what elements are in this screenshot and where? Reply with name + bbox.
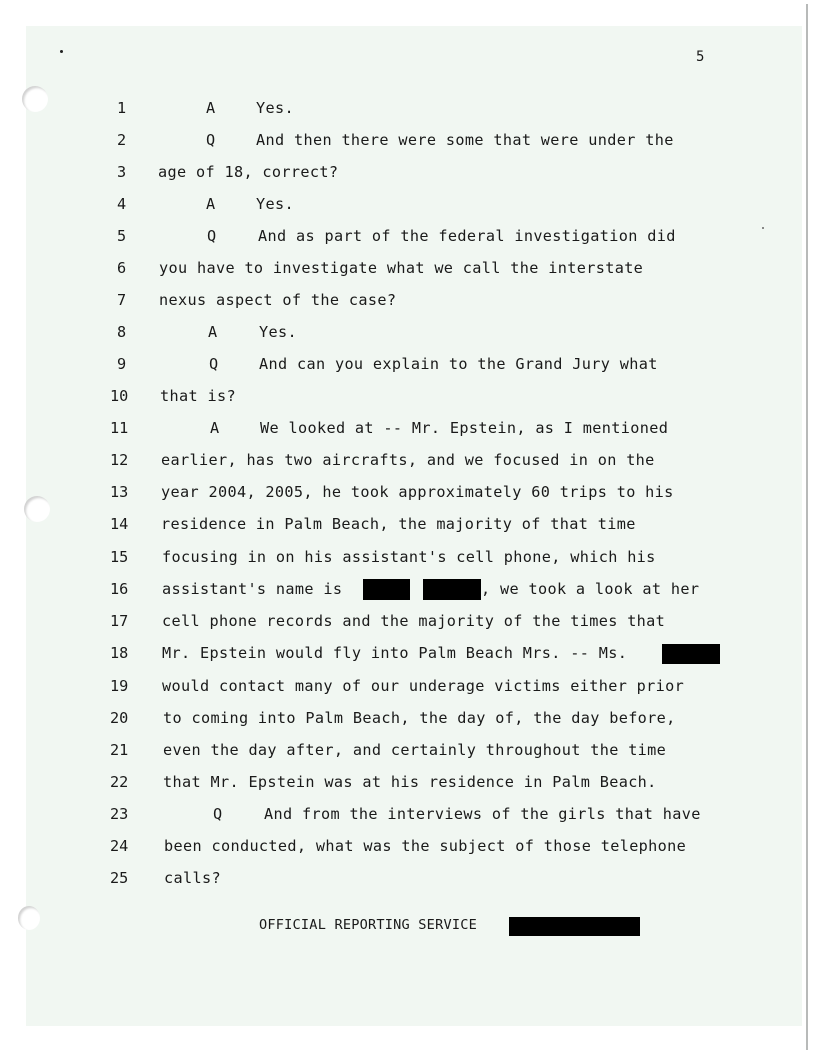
transcript-line [0, 224, 816, 248]
line-number: 14 [110, 515, 129, 533]
line-number: 19 [110, 677, 129, 695]
transcript-line [0, 866, 816, 890]
line-number: 9 [117, 355, 127, 373]
line-text: that is? [160, 387, 236, 405]
transcript-line [0, 738, 816, 762]
redaction-box [363, 579, 410, 600]
line-number: 24 [110, 837, 129, 855]
line-text: Mr. Epstein would fly into Palm Beach Mrs. -- Ms. [162, 644, 628, 662]
line-text: even the day after, and certainly throughout the time [163, 741, 667, 759]
speaker-label: Q [213, 805, 223, 823]
line-text: Yes. [256, 99, 294, 117]
transcript-line [0, 512, 816, 536]
speaker-label: A [206, 99, 216, 117]
speaker-label: A [210, 419, 220, 437]
line-text: assistant's name is [162, 580, 343, 598]
line-number: 13 [110, 483, 129, 501]
line-number: 15 [110, 548, 129, 566]
line-number: 6 [117, 259, 127, 277]
speaker-label: A [206, 195, 216, 213]
transcript-line [0, 802, 816, 826]
speaker-label: Q [207, 227, 217, 245]
line-number: 4 [117, 195, 127, 213]
line-text: Yes. [256, 195, 294, 213]
line-number: 8 [117, 323, 127, 341]
line-text: And then there were some that were under the [256, 131, 674, 149]
redaction-box [423, 579, 481, 600]
redaction-box [662, 644, 720, 664]
line-number: 11 [110, 419, 129, 437]
line-text: to coming into Palm Beach, the day of, the day before, [163, 709, 676, 727]
transcript-line [0, 416, 816, 440]
line-text: year 2004, 2005, he took approximately 60 trips to his [161, 483, 674, 501]
transcript-line [0, 448, 816, 472]
speaker-label: Q [209, 355, 219, 373]
transcript-line [0, 352, 816, 376]
line-text: And can you explain to the Grand Jury what [259, 355, 658, 373]
line-number: 5 [117, 227, 127, 245]
transcript-line [0, 545, 816, 569]
line-number: 12 [110, 451, 129, 469]
line-text: Yes. [259, 323, 297, 341]
line-number: 25 [110, 869, 129, 887]
line-number: 7 [117, 291, 127, 309]
line-number: 23 [110, 805, 129, 823]
transcript-line [0, 256, 816, 280]
footer-reporting-service: OFFICIAL REPORTING SERVICE [259, 917, 477, 933]
transcript-line [0, 674, 816, 698]
line-text: age of 18, correct? [158, 163, 339, 181]
transcript-line [0, 320, 816, 344]
line-text: focusing in on his assistant's cell phone, which his [162, 548, 656, 566]
speaker-label: A [208, 323, 218, 341]
page-number: 5 [696, 49, 705, 65]
transcript-line [0, 834, 816, 858]
line-number: 2 [117, 131, 127, 149]
line-text: would contact many of our underage victims either prior [162, 677, 685, 695]
line-text: And from the interviews of the girls that have [264, 805, 701, 823]
transcript-line [0, 609, 816, 633]
line-number: 20 [110, 709, 129, 727]
speaker-label: Q [206, 131, 216, 149]
line-text: nexus aspect of the case? [159, 291, 397, 309]
transcript-line [0, 480, 816, 504]
line-text: residence in Palm Beach, the majority of that time [161, 515, 636, 533]
line-text: cell phone records and the majority of the times that [162, 612, 666, 630]
transcript-line [0, 96, 816, 120]
line-number: 17 [110, 612, 129, 630]
transcript-line [0, 160, 816, 184]
line-text: calls? [164, 869, 221, 887]
line-text: you have to investigate what we call the interstate [159, 259, 644, 277]
line-number: 18 [110, 644, 129, 662]
line-text: earlier, has two aircrafts, and we focused in on the [161, 451, 655, 469]
scan-speck [60, 50, 63, 53]
line-text: been conducted, what was the subject of those telephone [164, 837, 687, 855]
line-number: 21 [110, 741, 129, 759]
line-number: 3 [117, 163, 127, 181]
line-number: 1 [117, 99, 127, 117]
transcript-line [0, 128, 816, 152]
transcript-line [0, 384, 816, 408]
transcript-line [0, 288, 816, 312]
line-text: We looked at -- Mr. Epstein, as I mentioned [260, 419, 669, 437]
line-number: 10 [110, 387, 129, 405]
line-text: that Mr. Epstein was at his residence in Palm Beach. [163, 773, 657, 791]
transcript-line [0, 770, 816, 794]
line-number: 22 [110, 773, 129, 791]
line-number: 16 [110, 580, 129, 598]
line-text: And as part of the federal investigation did [258, 227, 676, 245]
transcript-line [0, 192, 816, 216]
redaction-box [509, 917, 640, 936]
line-text-after-redaction: , we took a look at her [481, 580, 700, 598]
transcript-line [0, 706, 816, 730]
